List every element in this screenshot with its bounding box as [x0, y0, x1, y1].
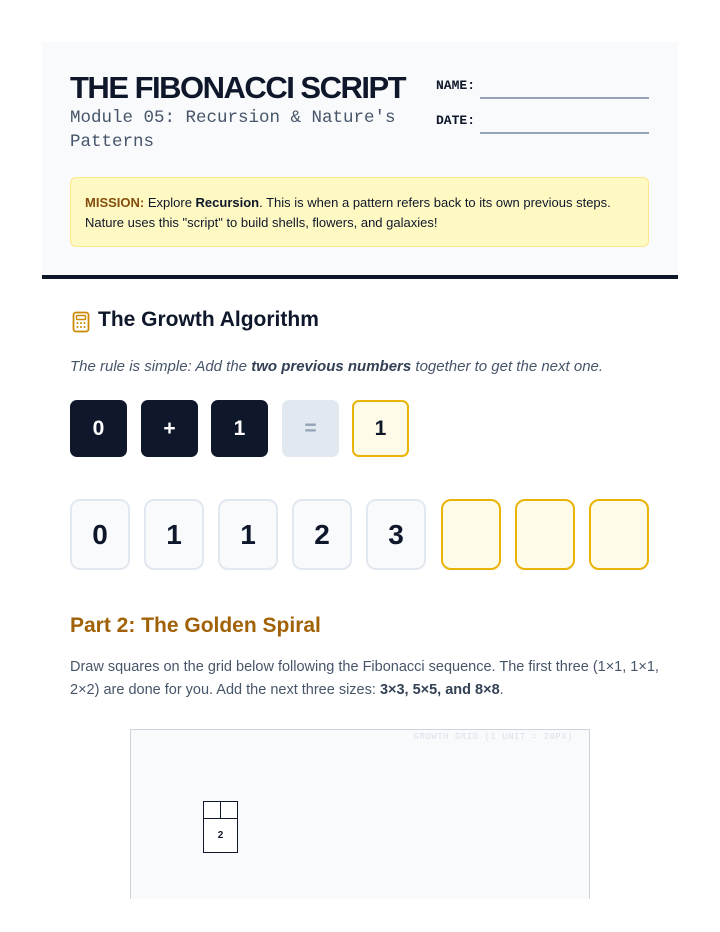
section-title-growth: The Growth Algorithm — [98, 308, 319, 331]
rule-text-bold: two previous numbers — [251, 358, 412, 375]
instr-text-before: Draw squares on the grid below following the Fibonacci sequence. The first three (1×1, 1×1, 2×2) are done for you. Add the next three sizes: — [70, 659, 659, 698]
rule-text-after: together to get the next one. — [411, 358, 604, 375]
mission-text-after: . This is when a pattern refers back to its own previous steps. Nature uses this "script" to build shells, flowers, and galaxies! — [85, 195, 611, 230]
instr-text-after: . — [499, 682, 504, 698]
instr-text-bold: 3×3, 5×5, and 8×8 — [379, 682, 500, 698]
sequence-box-4: 2 — [292, 499, 352, 570]
square-1x1-b — [220, 801, 238, 819]
equation-term-1: 0 — [70, 400, 127, 457]
name-field[interactable] — [480, 97, 649, 99]
sequence-blank-8[interactable] — [589, 499, 649, 570]
name-label: NAME: — [436, 78, 476, 93]
sequence-box-5: 3 — [366, 499, 426, 570]
equation-term-2: 1 — [211, 400, 268, 457]
date-label: DATE: — [436, 113, 476, 128]
mission-callout — [70, 177, 649, 247]
spiral-instructions — [70, 656, 660, 702]
date-field[interactable] — [480, 132, 649, 134]
sequence-box-1: 0 — [70, 499, 130, 570]
page-title: THE FIBONACCI SCRIPT — [70, 70, 406, 105]
grid-label: GROWTH GRID (1 UNIT = 20PX) — [413, 732, 573, 742]
equation-equals: = — [282, 400, 339, 457]
calculator-icon — [72, 311, 90, 333]
sequence-box-3: 1 — [218, 499, 278, 570]
worksheet-header — [42, 42, 678, 279]
growth-grid[interactable] — [130, 729, 590, 899]
equation-result: 1 — [352, 400, 409, 457]
sequence-blank-6[interactable] — [441, 499, 501, 570]
equation-plus: + — [141, 400, 198, 457]
module-subtitle: Module 05: Recursion & Nature's Patterns — [70, 108, 396, 152]
square-2x2-label: 2 — [217, 830, 224, 841]
sequence-box-2: 1 — [144, 499, 204, 570]
section-title-spiral: Part 2: The Golden Spiral — [70, 614, 321, 637]
square-2x2 — [203, 818, 238, 853]
sequence-blank-7[interactable] — [515, 499, 575, 570]
mission-keyword: Recursion — [195, 195, 260, 210]
mission-text-before: Explore — [144, 195, 196, 210]
square-1x1-a — [203, 801, 221, 819]
rule-text-before: The rule is simple: Add the — [70, 358, 252, 375]
rule-text — [70, 358, 603, 375]
mission-label: MISSION: — [85, 195, 145, 210]
